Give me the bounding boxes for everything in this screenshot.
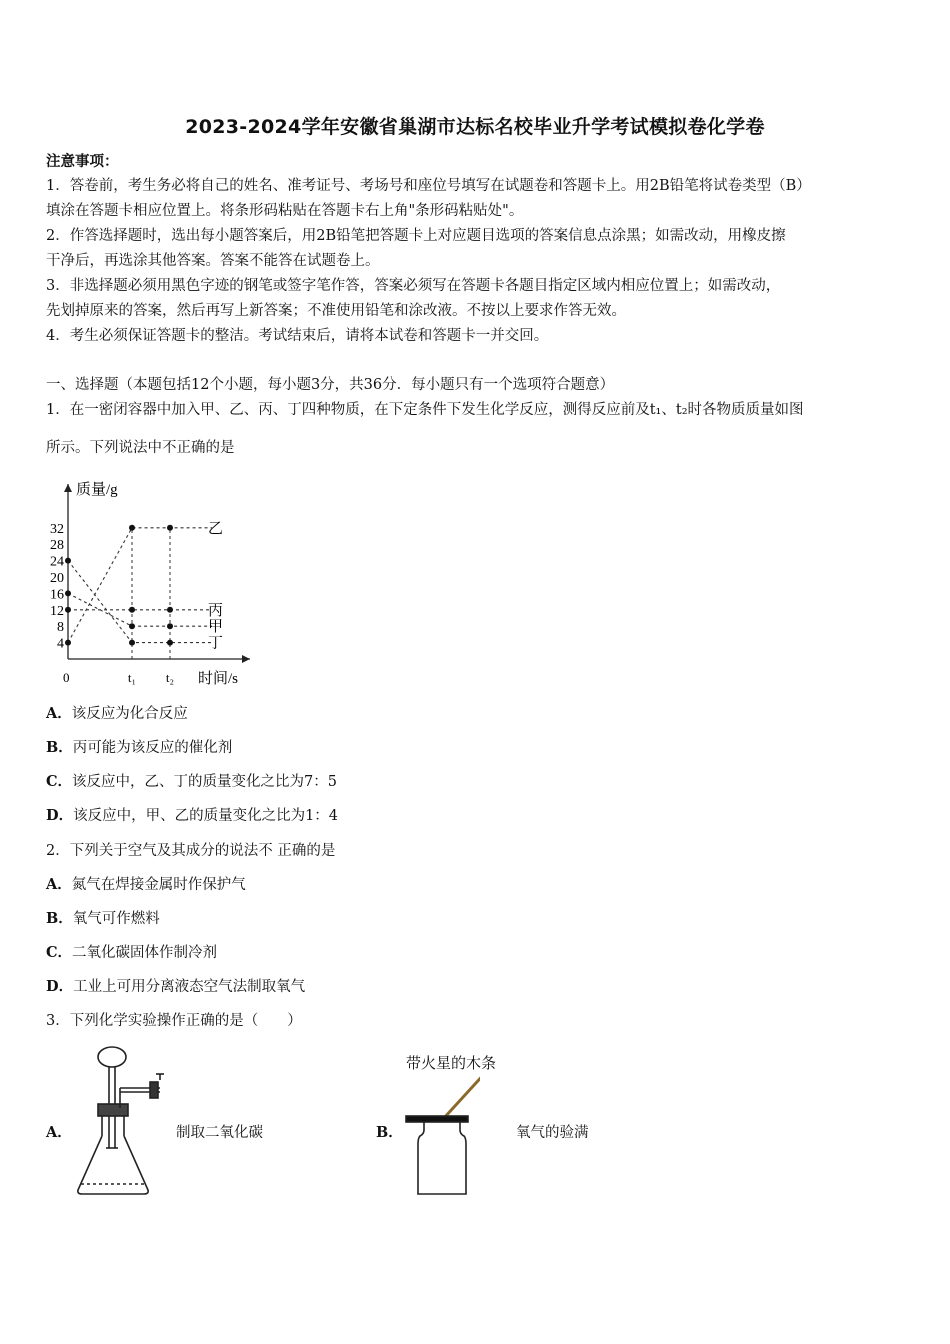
q2-option-d: D．工业上可用分离液态空气法制取氧气 <box>46 978 306 995</box>
x-tick-label: t₁ <box>127 670 137 685</box>
x-axis-label: 时间/s <box>198 671 239 687</box>
data-point <box>167 525 173 531</box>
question-2-stem: 2．下列关于空气及其成分的说法不 正确的是 <box>46 843 336 859</box>
y-tick-label: 12 <box>50 603 64 619</box>
notice-line: 3．非选择题必须用黑色字迹的钢笔或签字笔作答，答案必须写在答题卡各题目指定区域内相应位置上；如需改动， <box>46 278 781 294</box>
chart-series <box>65 521 223 652</box>
notice-line: 2．作答选择题时，选出每小题答案后，用2B铅笔把答题卡上对应题目选项的答案信息点涂黑；如需改动，用橡皮擦 <box>46 228 786 244</box>
q3-option-a-text: 制取二氧化碳 <box>176 1125 263 1141</box>
y-tick-label: 20 <box>50 571 64 586</box>
data-point <box>65 640 71 646</box>
y-tick-label: 8 <box>57 620 64 636</box>
series-label: 丙 <box>208 602 224 619</box>
flask-apparatus-figure <box>72 1044 177 1200</box>
y-tick-label: 16 <box>50 587 64 603</box>
x-tick-label: t₂ <box>165 670 175 685</box>
q3-option-b-label: B． <box>376 1124 403 1141</box>
notice-line: 填涂在答题卡相应位置上。将条形码粘贴在答题卡右上角"条形码粘贴处"。 <box>46 203 524 219</box>
q3-option-a-label: A． <box>46 1124 72 1141</box>
data-point <box>65 590 71 596</box>
y-tick-label: 32 <box>50 521 64 537</box>
gas-bottle-figure <box>400 1066 480 1200</box>
y-tick-label: 28 <box>50 538 64 554</box>
series-line <box>68 561 212 643</box>
series-label: 丁 <box>208 635 224 652</box>
splint-caption: 带火星的木条 <box>406 1054 497 1072</box>
y-tick-label: 4 <box>57 636 64 652</box>
data-point <box>129 623 135 629</box>
data-point <box>65 607 71 613</box>
page-title: 2023-2024学年安徽省巢湖市达标名校毕业升学考试模拟卷化学卷 <box>185 116 765 138</box>
data-point <box>129 607 135 613</box>
q3-option-b-text: 氧气的验满 <box>516 1125 589 1141</box>
q1-option-a: A．该反应为化合反应 <box>46 705 188 722</box>
series-label: 乙 <box>208 520 224 537</box>
series-label: 甲 <box>208 619 224 636</box>
data-point <box>65 558 71 564</box>
question-3-stem: 3．下列化学实验操作正确的是（ ） <box>46 1013 302 1029</box>
y-axis-arrow <box>64 484 72 492</box>
q1-option-d: D．该反应中，甲、乙的质量变化之比为1：4 <box>46 807 339 824</box>
q1-option-c: C．该反应中，乙、丁的质量变化之比为7：5 <box>46 773 337 790</box>
notice-line: 4．考生必须保证答题卡的整洁。考试结束后，请将本试卷和答题卡一并交回。 <box>46 328 549 344</box>
notice-line: 干净后，再选涂其他答案。答案不能答在试题卷上。 <box>46 253 380 269</box>
notice-heading: 注意事项： <box>46 153 119 170</box>
data-point <box>129 640 135 646</box>
data-point <box>167 623 173 629</box>
q1-option-b: B．丙可能为该反应的催化剂 <box>46 739 233 756</box>
x-axis-arrow <box>242 655 250 663</box>
q2-option-b: B．氧气可作燃料 <box>46 910 160 927</box>
origin-label: 0 <box>63 670 70 685</box>
q2-option-a: A．氮气在焊接金属时作保护气 <box>46 876 246 893</box>
notice-line: 先划掉原来的答案，然后再写上新答案；不准使用铅笔和涂改液。不按以上要求作答无效。 <box>46 303 626 319</box>
series-line <box>68 528 212 643</box>
notice-line: 1．答卷前，考生务必将自己的姓名、准考证号、考场号和座位号填写在试题卷和答题卡上。用2B铅笔将试卷类型（B） <box>46 178 811 194</box>
section-heading: 一、选择题（本题包括12个小题，每小题3分，共36分．每小题只有一个选项符合题意） <box>46 377 615 393</box>
y-axis-label: 质量/g <box>76 482 118 498</box>
data-point <box>129 525 135 531</box>
question-1-stem-cont: 所示。下列说法中不正确的是 <box>46 440 235 456</box>
mass-time-chart <box>36 472 266 690</box>
data-point <box>167 607 173 613</box>
question-1-stem: 1．在一密闭容器中加入甲、乙、丙、丁四种物质，在下定条件下发生化学反应，测得反应前及t₁、t₂时各物质质量如图 <box>46 402 804 418</box>
q2-option-c: C．二氧化碳固体作制冷剂 <box>46 944 218 961</box>
y-tick-label: 24 <box>50 554 64 570</box>
data-point <box>167 640 173 646</box>
